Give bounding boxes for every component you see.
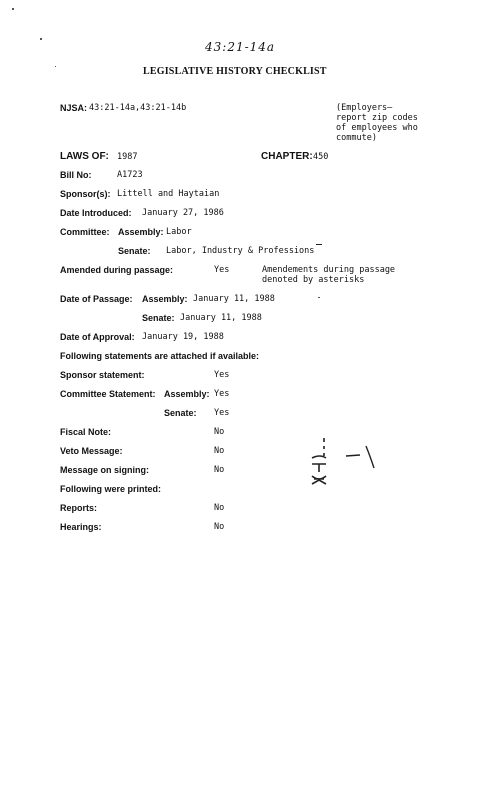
amended-label: Amended during passage:	[60, 265, 174, 275]
attached-heading: Following statements are attached if available:	[60, 351, 260, 361]
committee-statement-label: Committee Statement:	[60, 389, 156, 399]
page-title: LEGISLATIVE HISTORY CHECKLIST	[143, 66, 327, 77]
committee-statement-senate-label: Senate:	[164, 408, 197, 418]
date-introduced-value: January 27, 1986	[142, 208, 224, 218]
laws-of-value: 1987	[117, 152, 138, 162]
sponsor-statement-label: Sponsor statement:	[60, 370, 145, 380]
amended-value: Yes	[214, 265, 230, 275]
hearings-value: No	[214, 522, 225, 532]
note-line-2: report zip codes	[336, 113, 418, 123]
handwritten-number: 43:21-14a	[205, 40, 276, 54]
passage-assembly-label: Assembly:	[142, 294, 188, 304]
veto-message-value: No	[214, 446, 225, 456]
committee-assembly-label: Assembly:	[118, 227, 164, 237]
pen-mark	[344, 444, 378, 470]
laws-of-label: LAWS OF:	[60, 151, 109, 162]
scan-speck	[318, 297, 320, 298]
library-stamp-icon	[298, 432, 338, 492]
reports-value: No	[214, 503, 225, 513]
date-introduced-label: Date Introduced:	[60, 208, 132, 218]
njsa-label: NJSA:	[60, 103, 88, 113]
scan-speck	[12, 8, 14, 10]
scan-speck	[40, 38, 42, 40]
committee-statement-assembly-value: Yes	[214, 389, 230, 399]
message-on-signing-label: Message on signing:	[60, 465, 150, 475]
pen-stroke-icon	[344, 444, 378, 470]
reports-label: Reports:	[60, 503, 98, 513]
veto-message-label: Veto Message:	[60, 446, 123, 456]
date-of-approval-value: January 19, 1988	[142, 332, 224, 342]
chapter-value: 450	[313, 152, 329, 162]
scan-speck	[55, 66, 56, 67]
passage-assembly-value: January 11, 1988	[193, 294, 275, 304]
committee-statement-senate-value: Yes	[214, 408, 230, 418]
sponsors-label: Sponsor(s):	[60, 189, 111, 199]
bill-no-value: A1723	[117, 170, 143, 180]
hearings-label: Hearings:	[60, 522, 102, 532]
library-stamp	[298, 432, 338, 492]
passage-senate-value: January 11, 1988	[180, 313, 262, 323]
amended-note-line-1: Amendements during passage	[262, 265, 396, 275]
passage-senate-label: Senate:	[142, 313, 175, 323]
fiscal-note-label: Fiscal Note:	[60, 427, 112, 437]
committee-label: Committee:	[60, 227, 110, 237]
fiscal-note-value: No	[214, 427, 225, 437]
committee-statement-assembly-label: Assembly:	[164, 389, 210, 399]
njsa-value: 43:21-14a,43:21-14b	[89, 103, 187, 113]
committee-senate-value: Labor, Industry & Professions	[166, 246, 315, 256]
printed-heading: Following were printed:	[60, 484, 161, 494]
note-line-4: commute)	[336, 133, 377, 143]
sponsors-value: Littell and Haytaian	[117, 189, 220, 199]
chapter-label: CHAPTER:	[261, 151, 313, 162]
message-on-signing-value: No	[214, 465, 225, 475]
date-of-passage-label: Date of Passage:	[60, 294, 133, 304]
note-line-1: (Employers—	[336, 103, 393, 113]
committee-senate-label: Senate:	[118, 246, 151, 256]
note-line-3: of employees who	[336, 123, 418, 133]
date-of-approval-label: Date of Approval:	[60, 332, 135, 342]
sponsor-statement-value: Yes	[214, 370, 230, 380]
amended-note-line-2: denoted by asterisks	[262, 275, 365, 285]
bill-no-label: Bill No:	[60, 170, 92, 180]
committee-assembly-value: Labor	[166, 227, 192, 237]
scan-speck	[316, 244, 322, 245]
